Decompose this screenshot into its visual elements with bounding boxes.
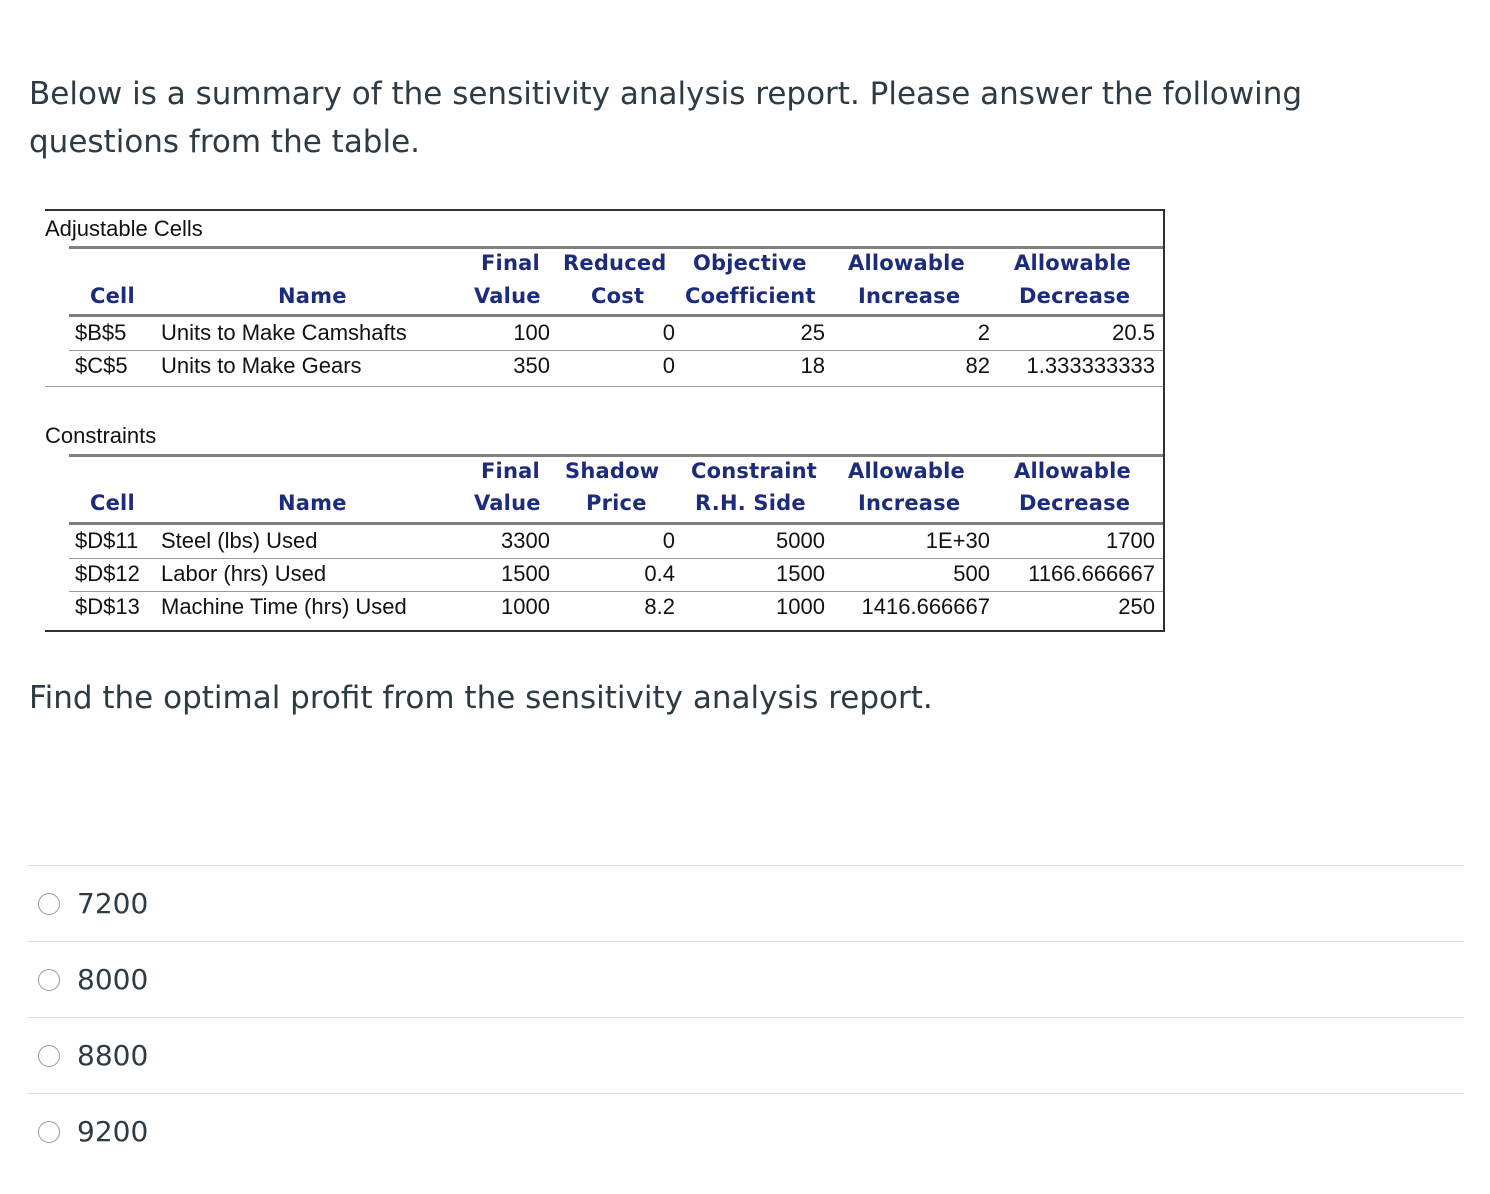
table-row-name: Units to Make Gears xyxy=(161,353,362,378)
answer-options xyxy=(28,865,1464,1169)
header-objective-2: Coefficient xyxy=(685,284,816,308)
intro-text: Below is a summary of the sensitivity analysis report. Please answer the following questions from the table. xyxy=(29,76,1303,160)
table-row-cell: $D$11 xyxy=(75,528,139,553)
table-row-cell: $D$12 xyxy=(75,561,140,586)
radio-button[interactable] xyxy=(38,893,60,915)
constraints-title: Constraints xyxy=(45,423,157,448)
table-row-dec: 1.333333333 xyxy=(1026,353,1155,378)
table-row-name: Machine Time (hrs) Used xyxy=(161,594,407,619)
divider xyxy=(69,522,1163,525)
header-allow-dec-1: Allowable xyxy=(1014,251,1131,275)
answer-label[interactable]: 9200 xyxy=(77,1115,149,1148)
table-row-final: 1000 xyxy=(501,594,550,619)
table-row-final: 100 xyxy=(513,320,550,345)
radio-button[interactable] xyxy=(38,969,60,991)
radio-button[interactable] xyxy=(38,1121,60,1143)
table-row-name: Labor (hrs) Used xyxy=(161,561,327,586)
header-name: Name xyxy=(278,491,347,515)
sensitivity-report-image xyxy=(45,209,1165,632)
answer-option[interactable] xyxy=(28,1093,1464,1169)
header-shadow-2: Price xyxy=(586,491,647,515)
divider xyxy=(69,246,1163,249)
header-reduced-cost-1: Reduced xyxy=(563,251,667,275)
table-row-dec: 250 xyxy=(1118,594,1155,619)
table-row-dec: 1166.666667 xyxy=(1028,561,1155,586)
table-row-cell: $C$5 xyxy=(75,353,128,378)
header-final-value-2: Value xyxy=(474,284,541,308)
table-row-inc: 82 xyxy=(965,353,990,378)
table-row-shadow: 8.2 xyxy=(644,594,675,619)
table-row-inc: 1416.666667 xyxy=(861,594,990,619)
table-row-inc: 500 xyxy=(953,561,990,586)
answer-label[interactable]: 8800 xyxy=(77,1039,149,1072)
table-row-coef: 25 xyxy=(800,320,825,345)
table-row-final: 3300 xyxy=(501,528,550,553)
table-row-name: Units to Make Camshafts xyxy=(161,320,407,345)
table-row-shadow: 0.4 xyxy=(644,561,675,586)
header-name: Name xyxy=(278,284,347,308)
answer-label[interactable]: 8000 xyxy=(77,963,149,996)
header-allow-inc-2: Increase xyxy=(858,491,961,515)
table-row-inc: 2 xyxy=(977,320,990,345)
table-row-dec: 1700 xyxy=(1106,528,1155,553)
answer-label[interactable]: 7200 xyxy=(77,887,149,920)
header-allow-dec-1: Allowable xyxy=(1014,459,1131,483)
header-objective-1: Objective xyxy=(693,251,807,275)
radio-button[interactable] xyxy=(38,1045,60,1067)
divider xyxy=(69,350,1163,351)
answer-option[interactable] xyxy=(28,1017,1464,1093)
header-allow-inc-1: Allowable xyxy=(848,459,965,483)
header-cell: Cell xyxy=(90,284,135,308)
table-row-reduced: 0 xyxy=(662,353,675,378)
divider xyxy=(69,314,1163,317)
table-row-coef: 18 xyxy=(800,353,825,378)
table-row-rhs: 1000 xyxy=(776,594,825,619)
table-row-cell: $B$5 xyxy=(75,320,127,345)
header-final-value-1: Final xyxy=(481,251,540,275)
answer-option[interactable] xyxy=(28,865,1464,941)
divider xyxy=(69,591,1163,592)
header-final-value-2: Value xyxy=(474,491,541,515)
table-row-shadow: 0 xyxy=(662,528,675,553)
answer-option[interactable] xyxy=(28,941,1464,1017)
table-row-final: 350 xyxy=(513,353,550,378)
table-row-name: Steel (lbs) Used xyxy=(161,528,318,553)
header-reduced-cost-2: Cost xyxy=(591,284,645,308)
table-row-dec: 20.5 xyxy=(1112,320,1155,345)
table-row-cell: $D$13 xyxy=(75,594,140,619)
divider xyxy=(69,558,1163,559)
divider xyxy=(69,454,1163,457)
header-allow-dec-2: Decrease xyxy=(1019,284,1131,308)
table-row-reduced: 0 xyxy=(662,320,675,345)
table-row-rhs: 5000 xyxy=(776,528,825,553)
divider xyxy=(45,386,1163,387)
header-cell: Cell xyxy=(90,491,135,515)
header-constraint-1: Constraint xyxy=(691,459,818,483)
adjustable-cells-title: Adjustable Cells xyxy=(45,216,203,241)
header-allow-dec-2: Decrease xyxy=(1019,491,1131,515)
table-row-final: 1500 xyxy=(501,561,550,586)
question-text: Find the optimal profit from the sensitivity analysis report. xyxy=(29,680,933,716)
header-final-value-1: Final xyxy=(481,459,540,483)
header-constraint-2: R.H. Side xyxy=(695,491,806,515)
table-row-inc: 1E+30 xyxy=(925,528,990,553)
header-shadow-1: Shadow xyxy=(565,459,660,483)
header-allow-inc-2: Increase xyxy=(858,284,961,308)
table-row-rhs: 1500 xyxy=(776,561,825,586)
header-allow-inc-1: Allowable xyxy=(848,251,965,275)
